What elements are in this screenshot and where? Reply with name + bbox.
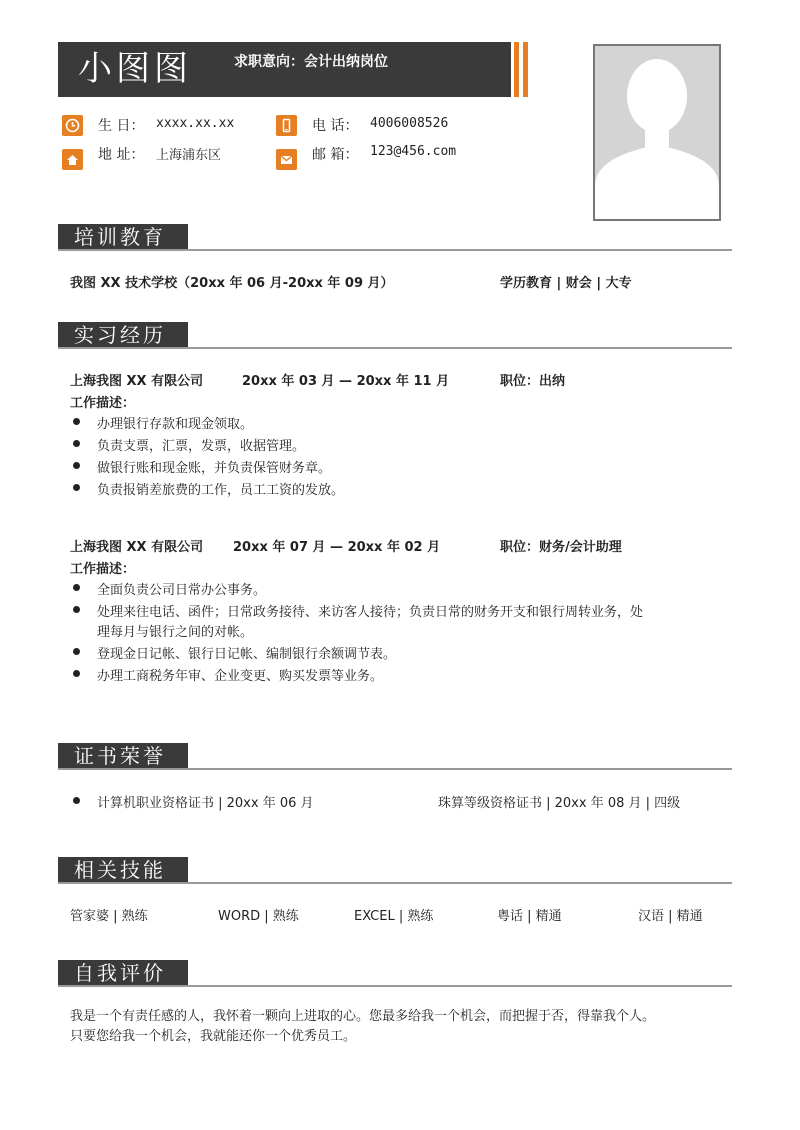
bullet-icon [73,584,80,591]
job-duty: 负责报销差旅费的工作，员工工资的发放。 [97,483,345,498]
bullet-icon [73,462,80,469]
bullet-icon [73,484,80,491]
bullet-icon [73,606,80,613]
job-period: 20xx 年 03 月 — 20xx 年 11 月 [242,374,450,389]
birthday-value: xxxx.xx.xx [156,116,235,131]
job-duty: 办理银行存款和现金领取。 [97,417,254,432]
skill-item: 粤话 | 精通 [497,909,562,924]
resume-name: 小图图 [78,49,192,89]
phone-label: 电 话： [312,118,359,134]
skill-item: EXCEL | 熟练 [354,909,434,924]
education-school: 我图 XX 技术学校（20xx 年 06 月-20xx 年 09 月） [70,276,394,291]
phone-value: 4006008526 [370,116,449,131]
education-degree: 学历教育 | 财会 | 大专 [500,276,632,291]
section-divider [58,985,732,987]
certificate-item: 计算机职业资格证书 | 20xx 年 06 月 [97,796,314,811]
bullet-icon [73,440,80,447]
accent-stripe [523,42,528,97]
accent-stripe [514,42,519,97]
section-title-education: 培训教育 [58,224,188,250]
self-eval-line: 只要您给我一个机会，我就能还你一个优秀员工。 [70,1029,357,1044]
skill-item: WORD | 熟练 [218,909,299,924]
address-value: 上海浦东区 [156,148,222,163]
job-duty: 办理工商税务年审、企业变更、购买发票等业务。 [97,669,384,684]
job-company: 上海我图 XX 有限公司 [70,374,204,389]
job-duty: 做银行账和现金账，并负责保管财务章。 [97,461,332,476]
job-duty: 全面负责公司日常办公事务。 [97,583,267,598]
certificate-item: 珠算等级资格证书 | 20xx 年 08 月 | 四级 [438,796,681,811]
job-duty: 处理来往电话、函件；日常政务接待、来访客人接待；负责日常的财务开支和银行周转业务，处 [97,605,644,620]
bullet-icon [73,418,80,425]
section-divider [58,882,732,884]
bullet-icon [73,670,80,677]
section-title-self-eval: 自我评价 [58,960,188,986]
job-desc-label: 工作描述： [70,396,136,411]
section-divider [58,768,732,770]
bullet-icon [73,797,80,804]
address-label: 地 址： [98,147,145,163]
bullet-icon [73,648,80,655]
email-value: 123@456.com [370,144,457,159]
job-company: 上海我图 XX 有限公司 [70,540,204,555]
section-divider [58,347,732,349]
skill-item: 管家婆 | 熟练 [70,909,148,924]
birthday-label: 生 日： [98,118,145,134]
job-target: 求职意向：会计出纳岗位 [234,54,388,70]
phone-icon [276,115,297,136]
job-desc-label: 工作描述： [70,562,136,577]
section-title-internship: 实习经历 [58,322,188,348]
clock-icon [62,115,83,136]
home-icon [62,149,83,170]
email-label: 邮 箱： [312,147,359,163]
section-title-certificates: 证书荣誉 [58,743,188,769]
job-duty: 负责支票，汇票，发票，收据管理。 [97,439,306,454]
section-title-skills: 相关技能 [58,857,188,883]
profile-photo [593,44,721,221]
header-bar [58,42,511,97]
person-silhouette-icon [595,46,719,219]
job-duty: 登现金日记帐、银行日记帐、编制银行余额调节表。 [97,647,397,662]
self-eval-line: 我是一个有责任感的人，我怀着一颗向上进取的心。您最多给我一个机会，而把握于否，得靠我个人。 [70,1009,656,1024]
mail-icon [276,149,297,170]
job-period: 20xx 年 07 月 — 20xx 年 02 月 [233,540,441,555]
job-duty-continued: 理每月与银行之间的对帐。 [97,625,254,640]
job-position: 职位：财务/会计助理 [500,540,622,555]
section-divider [58,249,732,251]
skill-item: 汉语 | 精通 [638,909,703,924]
job-position: 职位：出纳 [500,374,566,389]
